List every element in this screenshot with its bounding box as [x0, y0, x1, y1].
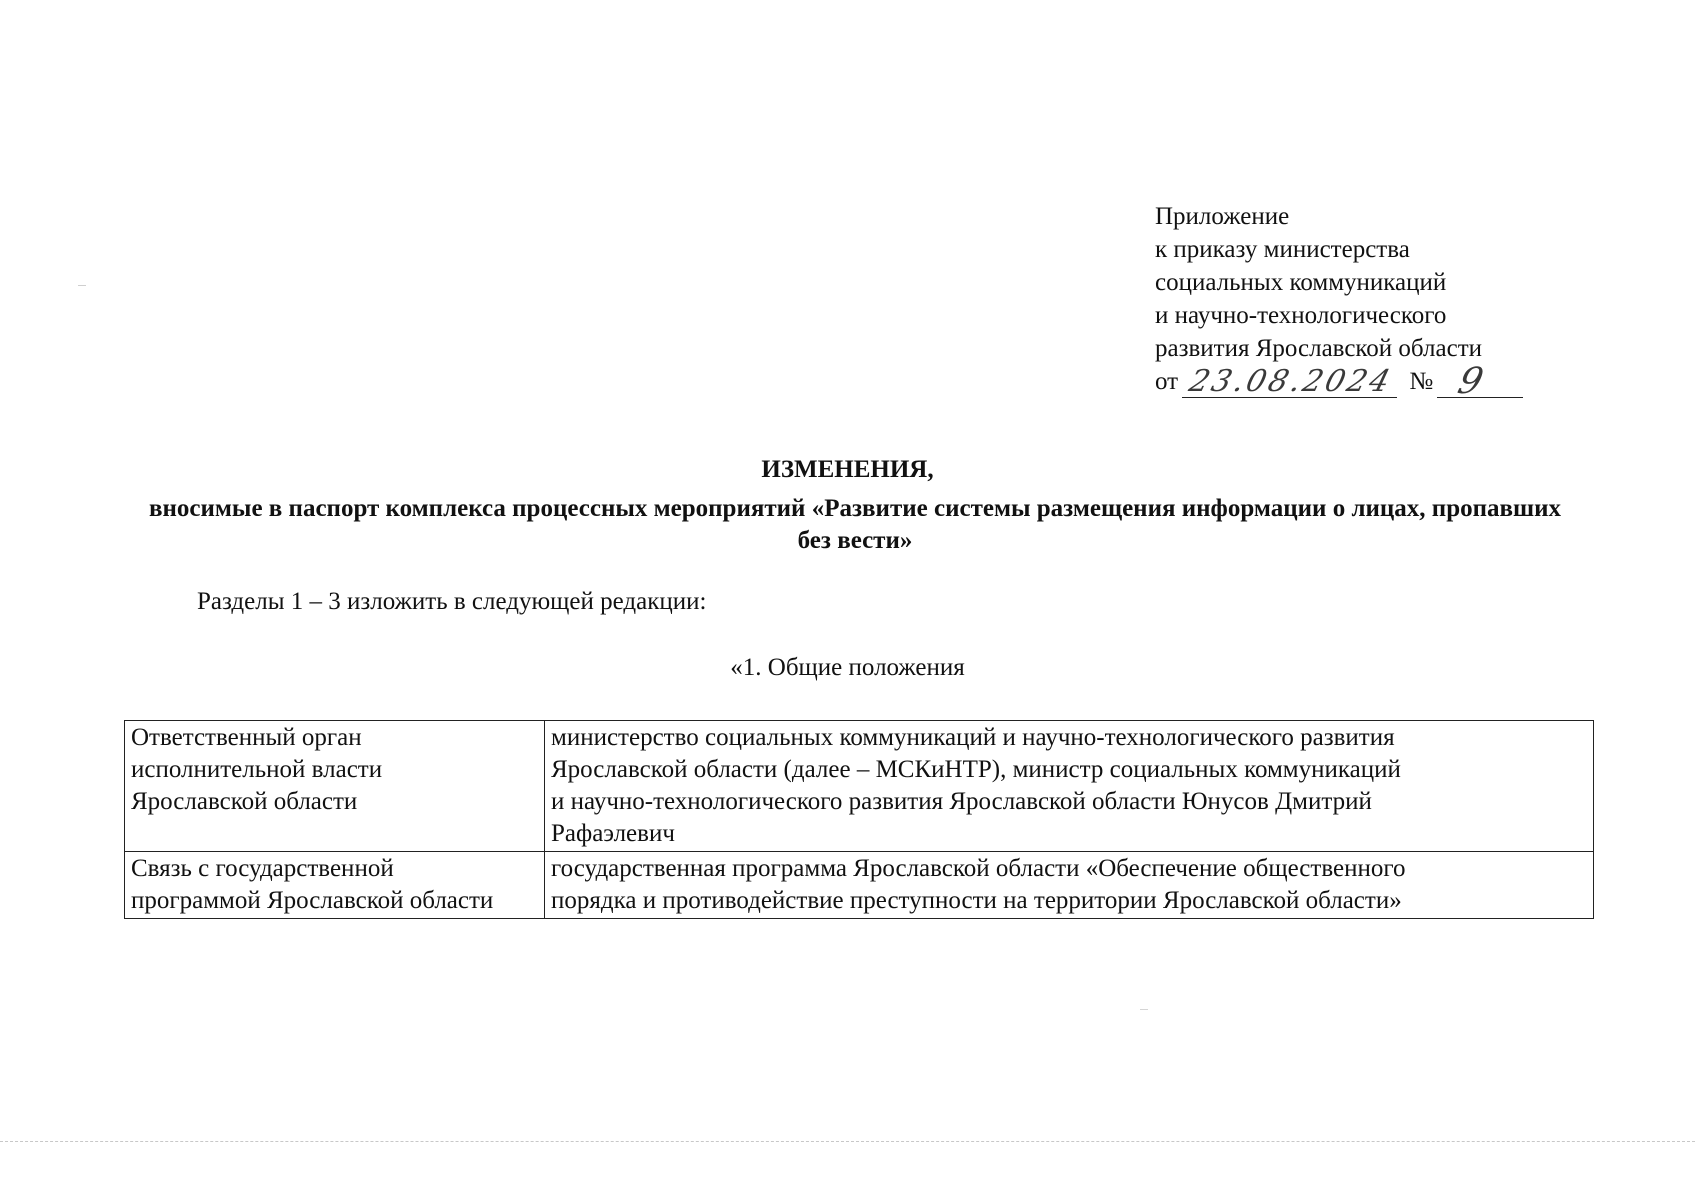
appendix-line: и научно-технологического: [1155, 302, 1447, 329]
number-label: №: [1409, 368, 1434, 395]
document-title: ИЗМЕНЕНИЯ,: [761, 456, 934, 483]
cell-text: и научно-технологического развития Ярославской области Юнусов Дмитрий: [551, 788, 1372, 815]
section-title: «1. Общие положения: [730, 654, 965, 681]
appendix-block: [1155, 200, 1555, 402]
table-row: [125, 721, 1594, 852]
cell-text: Ответственный орган: [131, 724, 362, 751]
cell-text: Ярославской области (далее – МСКиНТР), министр социальных коммуникаций: [551, 756, 1401, 783]
document-subtitle: вносимые в паспорт комплекса процессных мероприятий «Развитие системы размещения информации о лицах, пропавших без вести»: [148, 495, 1562, 554]
number-field: [1437, 361, 1523, 402]
appendix-line: Приложение: [1155, 203, 1290, 230]
cell-text: Ярославской области: [131, 788, 358, 815]
cell-text: исполнительной власти: [131, 756, 383, 783]
scan-page-edge: [0, 1141, 1695, 1142]
lead-paragraph: Разделы 1 – 3 изложить в следующей редакции:: [197, 588, 707, 615]
passport-table: [124, 720, 1594, 919]
handwritten-number: 9: [1453, 361, 1491, 402]
scan-artifact: [1140, 1009, 1148, 1010]
cell-text: программой Ярославской области: [131, 887, 494, 914]
scan-artifact: [78, 285, 86, 286]
date-field: [1182, 364, 1397, 399]
cell-text: министерство социальных коммуникаций и научно-технологического развития: [551, 724, 1395, 751]
table-cell-value: [545, 852, 1594, 919]
table-cell-label: [125, 852, 545, 919]
table-row: [125, 852, 1594, 919]
cell-text: Связь с государственной: [131, 855, 394, 882]
order-reference: [1155, 361, 1555, 402]
table-cell-value: [545, 721, 1594, 852]
handwritten-date: 23.08.2024: [1185, 364, 1397, 399]
table-cell-label: [125, 721, 545, 852]
appendix-line: развития Ярославской области: [1155, 335, 1483, 362]
appendix-line: социальных коммуникаций: [1155, 269, 1447, 296]
from-label: от: [1155, 368, 1179, 395]
cell-text: Рафаэлевич: [551, 820, 675, 847]
appendix-line: к приказу министерства: [1155, 236, 1410, 263]
cell-text: порядка и противодействие преступности на территории Ярославской области»: [551, 887, 1402, 914]
cell-text: государственная программа Ярославской области «Обеспечение общественного: [551, 855, 1406, 882]
